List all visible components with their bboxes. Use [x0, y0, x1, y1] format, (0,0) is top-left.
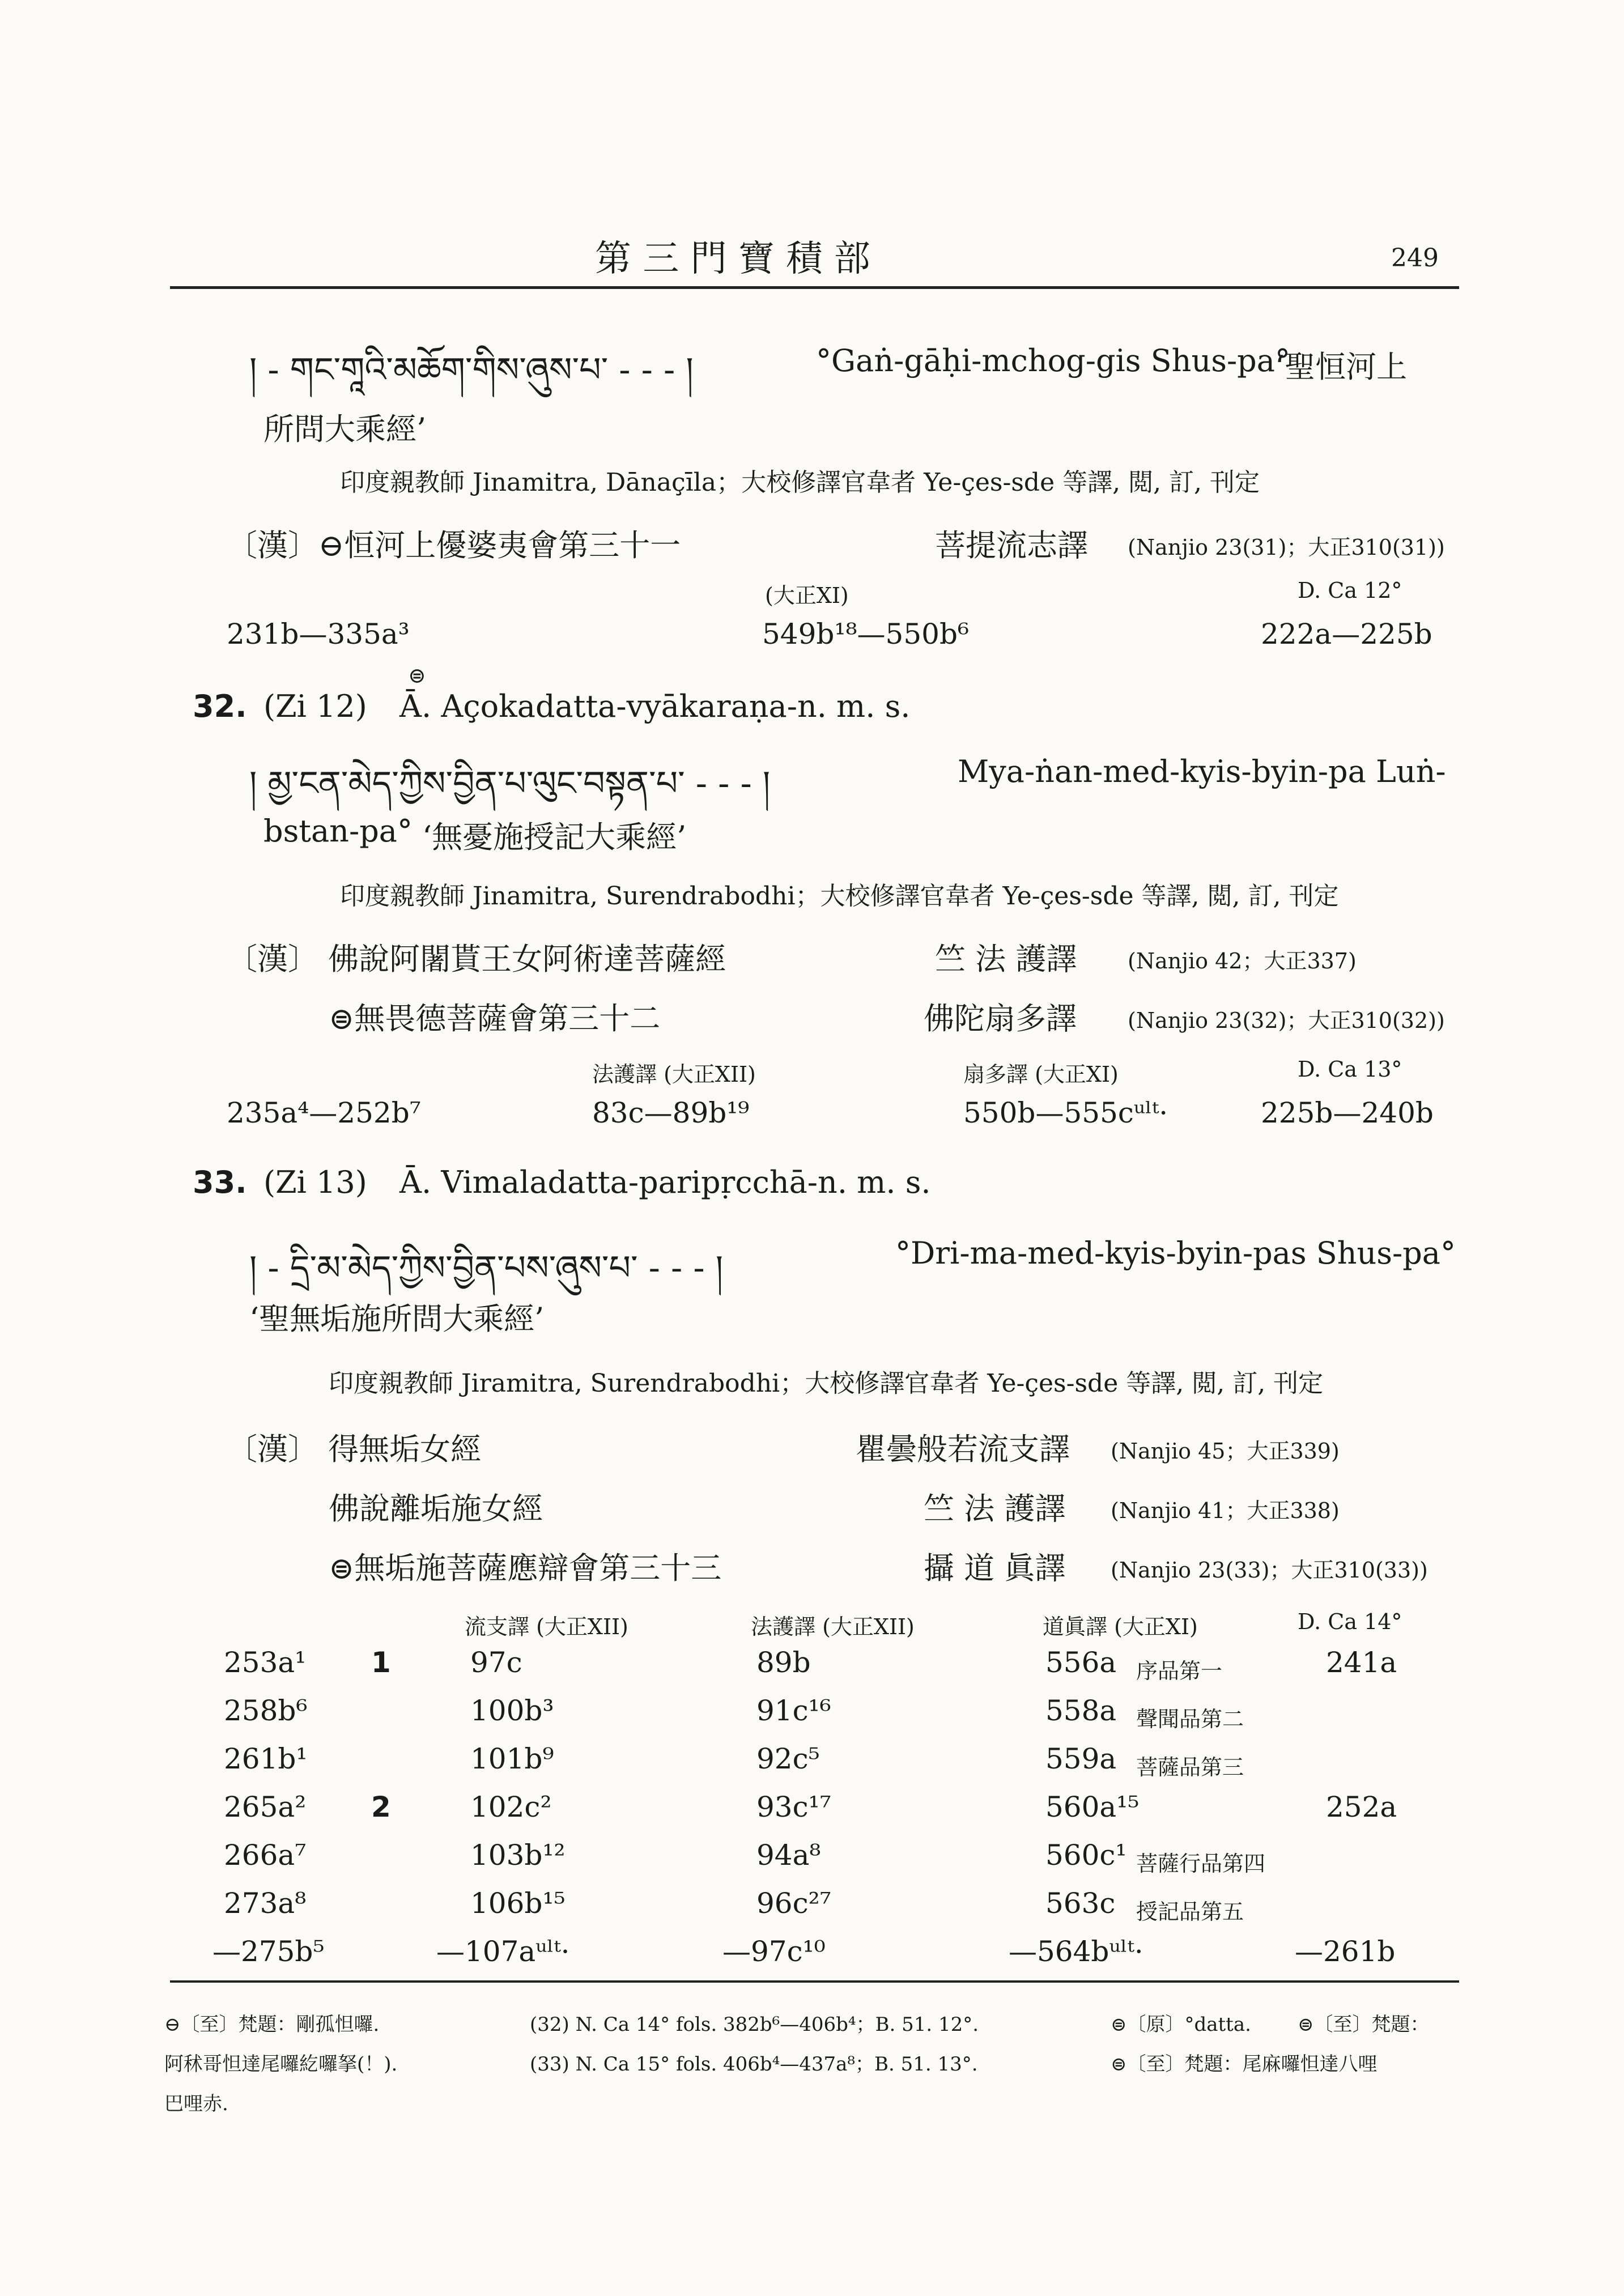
translators: 印度親教師 Jinamitra, Dānaçīla；大校修譯官韋者 Ye-çes-sde 等譯, 閲, 訂, 刊定 — [340, 468, 1260, 497]
variant-mark: ⊜ — [408, 663, 426, 688]
chinese-reference: (Nanjio 42；大正337) — [1128, 949, 1357, 973]
column-header: 流支譯 (大正XII) — [465, 1614, 628, 1639]
table-cell: 97c — [470, 1646, 522, 1679]
table-cell: 102c² — [470, 1791, 552, 1823]
chinese-version: 〔漢〕⊖恒河上優婆夷會第三十一 — [227, 528, 681, 563]
table-cell: 103b¹² — [470, 1839, 566, 1872]
column-header: 扇多譯 (大正XI) — [963, 1062, 1119, 1087]
folio-range: 222a—225b — [1261, 618, 1432, 650]
chinese-reference: (Nanjio 41；大正338) — [1111, 1498, 1340, 1523]
footnote: ⊜〔至〕梵題： — [1298, 2013, 1430, 2036]
japanese-title: ‘聖恒河上 — [1275, 349, 1408, 385]
chinese-reference: (Nanjio 45；大正339) — [1111, 1439, 1340, 1464]
chinese-version: 佛說離垢施女經 — [329, 1491, 543, 1527]
table-cell: 94a⁸ — [756, 1839, 821, 1872]
column-header: 道眞譯 (大正XI) — [1043, 1614, 1198, 1639]
chinese-version: 〔漢〕 佛說阿闍貰王女阿術達菩薩經 — [227, 941, 726, 977]
folio-range: 231b—335a³ — [227, 618, 410, 650]
table-cell: 96c²⁷ — [756, 1887, 831, 1920]
chinese-translator: 菩提流志譯 — [935, 528, 1088, 563]
table-cell: 556a — [1045, 1646, 1117, 1679]
table-cell: —275b⁵ — [212, 1935, 325, 1968]
footnote: 阿秫哥怛達尾囉紇囉拏(！). — [164, 2053, 398, 2076]
table-cell: 266a⁷ — [224, 1839, 307, 1872]
table-cell: 559a — [1045, 1742, 1117, 1775]
entry-id: (Zi 13) — [263, 1164, 367, 1200]
footnote: 巴哩赤. — [164, 2093, 228, 2115]
folio-range: 225b—240b — [1261, 1096, 1434, 1129]
entry-number: 33. — [193, 1164, 247, 1200]
sanskrit-title: Ā. Açokadatta-vyākaraṇa-n. m. s. — [399, 688, 911, 724]
japanese-title: ‘無憂施授記大乘經’ — [422, 819, 687, 855]
footnote: ⊜〔至〕梵題：尾麻囉怛達八哩 — [1111, 2053, 1378, 2076]
romanized-title: Mya-ṅan-med-kyis-byin-pa Luṅ- — [958, 754, 1446, 789]
chinese-translator: 瞿曇般若流支譯 — [856, 1431, 1070, 1467]
table-cell: 100b³ — [470, 1694, 554, 1727]
chapter-title: 授記品第五 — [1136, 1899, 1244, 1924]
table-cell: 89b — [756, 1646, 811, 1679]
romanized-title: °Gaṅ-gāḥi-mchog-gis Shus-pa° — [816, 343, 1290, 379]
footnote-rule — [170, 1980, 1459, 1983]
page-number: 249 — [1391, 244, 1439, 273]
entry-id: (Zi 12) — [263, 688, 367, 724]
chinese-translator: 佛陀扇多譯 — [924, 1001, 1077, 1036]
translators: 印度親教師 Jiramitra, Surendrabodhi；大校修譯官韋者 Ye-çes-sde 等譯, 閲, 訂, 刊定 — [329, 1369, 1324, 1398]
chapter-title: 聲聞品第二 — [1136, 1707, 1244, 1732]
table-cell: 91c¹⁶ — [756, 1694, 831, 1727]
chinese-version: ⊜無垢施菩薩應辯會第三十三 — [329, 1550, 722, 1586]
table-cell: 106b¹⁵ — [470, 1887, 566, 1920]
table-cell: 560c¹ — [1045, 1839, 1127, 1872]
table-cell: 2 — [371, 1791, 391, 1823]
table-cell: 560a¹⁵ — [1045, 1791, 1140, 1823]
folio-range: 550b—555cᵘˡᵗ· — [963, 1096, 1168, 1129]
romanized-title: °Dri-ma-med-kyis-byin-pas Shus-pa° — [895, 1235, 1456, 1271]
column-header: D. Ca 12° — [1298, 578, 1402, 603]
chinese-version: 〔漢〕 得無垢女經 — [227, 1431, 482, 1467]
table-cell: 241a — [1326, 1646, 1397, 1679]
romanized-title-cont: bstan-pa° — [263, 813, 413, 849]
folio-range: 83c—89b¹⁹ — [592, 1096, 750, 1129]
chinese-version: ⊜無畏德菩薩會第三十二 — [329, 1001, 661, 1036]
chapter-title: 菩薩品第三 — [1136, 1755, 1244, 1780]
footnote: ⊜〔原〕°datta. — [1111, 2013, 1251, 2036]
entry-number: 32. — [193, 688, 247, 724]
footnote: (33) N. Ca 15° fols. 406b⁴—437a⁸；B. 51. 13°. — [530, 2053, 978, 2076]
translators: 印度親教師 Jinamitra, Surendrabodhi；大校修譯官韋者 Ye-çes-sde 等譯, 閲, 訂, 刊定 — [340, 882, 1339, 911]
japanese-title: ‘聖無垢施所問大乘經’ — [249, 1301, 545, 1337]
chinese-translator: 竺 法 護譯 — [924, 1491, 1066, 1527]
column-header: 法護譯 (大正XII) — [592, 1062, 756, 1087]
folio-range: 235a⁴—252b⁷ — [227, 1096, 421, 1129]
chinese-translator: 竺 法 護譯 — [935, 941, 1077, 977]
chapter-title: 菩薩行品第四 — [1136, 1851, 1266, 1876]
table-cell: —564bᵘˡᵗ· — [1009, 1935, 1143, 1968]
chinese-translator: 攝 道 眞譯 — [924, 1550, 1066, 1586]
table-cell: —107aᵘˡᵗ· — [436, 1935, 570, 1968]
column-header: 法護譯 (大正XII) — [751, 1614, 915, 1639]
column-header: D. Ca 13° — [1298, 1057, 1402, 1082]
tibetan-title: ། - གང་གཱའི་མཆོག་གིས་ཞུས་པ་ - - - ། — [249, 350, 694, 390]
footnote: (32) N. Ca 14° fols. 382b⁶—406b⁴；B. 51. 12°. — [530, 2013, 979, 2036]
column-header: (大正XI) — [765, 583, 849, 608]
chinese-reference: (Nanjio 23(33)；大正310(33)) — [1111, 1558, 1428, 1583]
header-rule — [170, 286, 1459, 289]
japanese-title-cont: 所問大乘經’ — [263, 411, 427, 447]
chinese-reference: (Nanjio 23(32)；大正310(32)) — [1128, 1008, 1445, 1033]
tibetan-title: ། མྱ་ངན་མེད་ཀྱིས་བྱིན་པ་ལུང་བསྟན་པ་ - - - ། — [249, 764, 771, 803]
table-cell: 563c — [1045, 1887, 1116, 1920]
table-cell: 252a — [1326, 1791, 1397, 1823]
table-cell: —261b — [1295, 1935, 1396, 1968]
footnote: ⊖〔至〕梵題：剛孤怛囉. — [164, 2013, 380, 2036]
table-cell: 1 — [371, 1646, 391, 1679]
table-cell: 92c⁵ — [756, 1742, 820, 1775]
table-cell: 273a⁸ — [224, 1887, 307, 1920]
table-cell: 101b⁹ — [470, 1742, 554, 1775]
table-cell: 258b⁶ — [224, 1694, 308, 1727]
column-header: D. Ca 14° — [1298, 1609, 1402, 1634]
sanskrit-title: Ā. Vimaladatta-paripṛcchā-n. m. s. — [399, 1164, 931, 1200]
table-cell: 93c¹⁷ — [756, 1791, 831, 1823]
folio-range: 549b¹⁸—550b⁶ — [762, 618, 970, 650]
tibetan-title: ། - དྲི་མ་མེད་ཀྱིས་བྱིན་པས་ཞུས་པ་ - - - ། — [249, 1248, 724, 1288]
table-cell: 261b¹ — [224, 1742, 308, 1775]
chapter-title: 序品第一 — [1136, 1659, 1223, 1683]
table-cell: 265a² — [224, 1791, 307, 1823]
page-title: 第 三 門 寶 積 部 — [595, 238, 870, 280]
table-cell: —97c¹⁰ — [722, 1935, 826, 1968]
chinese-reference: (Nanjio 23(31)；大正310(31)) — [1128, 535, 1445, 560]
table-cell: 253a¹ — [224, 1646, 307, 1679]
table-cell: 558a — [1045, 1694, 1117, 1727]
